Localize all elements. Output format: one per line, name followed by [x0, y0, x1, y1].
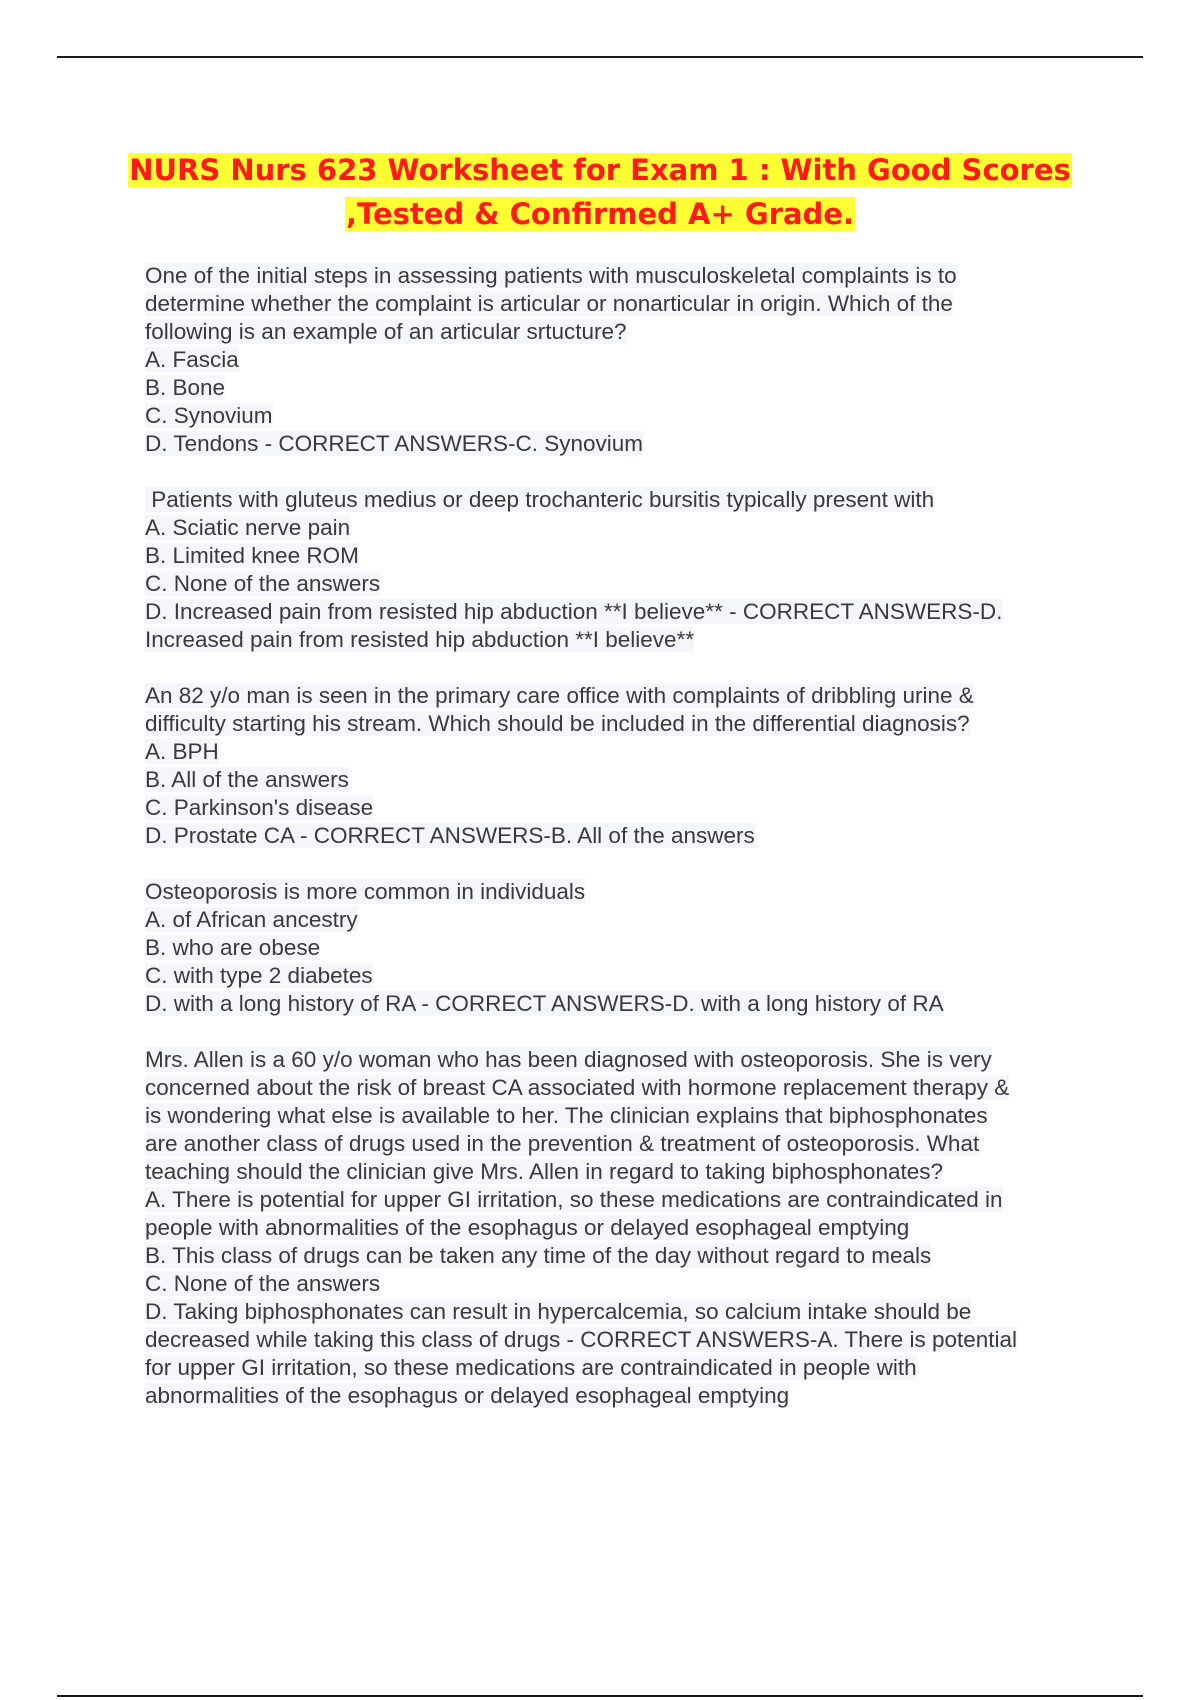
bottom-rule: [57, 1695, 1143, 1697]
question-2-option-d-answer: D. Increased pain from resisted hip abduction **I believe** - CORRECT ANSWERS-D.: [145, 599, 1003, 624]
question-5-option-c: C. None of the answers: [145, 1271, 381, 1296]
question-block-2: [145, 486, 1105, 654]
document-title: [60, 148, 1140, 236]
question-5-option-a: A. There is potential for upper GI irritation, so these medications are contraindicated in: [145, 1187, 1003, 1212]
question-5-answer-cont: abnormalities of the esophagus or delayed esophageal emptying: [145, 1383, 790, 1408]
question-1-option-c: C. Synovium: [145, 403, 273, 428]
top-rule: [57, 56, 1143, 58]
question-4-option-d-answer: D. with a long history of RA - CORRECT ANSWERS-D. with a long history of RA: [145, 991, 944, 1016]
question-3-option-c: C. Parkinson's disease: [145, 795, 374, 820]
title-line-2: ,Tested & Confirmed A+ Grade.: [346, 197, 854, 231]
question-3-line: difficulty starting his stream. Which should be included in the differential diagnosis?: [145, 711, 970, 736]
question-2-option-a: A. Sciatic nerve pain: [145, 515, 351, 540]
question-block-3: [145, 682, 1105, 850]
question-2-answer-cont: Increased pain from resisted hip abduction **I believe**: [145, 627, 695, 652]
question-5-line: Mrs. Allen is a 60 y/o woman who has been diagnosed with osteoporosis. She is very: [145, 1047, 992, 1072]
question-5-answer-cont: for upper GI irritation, so these medications are contraindicated in people with: [145, 1355, 917, 1380]
question-1-line: determine whether the complaint is articular or nonarticular in origin. Which of the: [145, 291, 953, 316]
question-4-option-a: A. of African ancestry: [145, 907, 358, 932]
question-4-line: Osteoporosis is more common in individuals: [145, 879, 586, 904]
question-2-line: Patients with gluteus medius or deep trochanteric bursitis typically present with: [145, 487, 935, 512]
question-5-line: is wondering what else is available to her. The clinician explains that biphosphonates: [145, 1103, 988, 1128]
question-2-option-b: B. Limited knee ROM: [145, 543, 359, 568]
question-4-option-b: B. who are obese: [145, 935, 321, 960]
question-1-option-d-answer: D. Tendons - CORRECT ANSWERS-C. Synovium: [145, 431, 644, 456]
question-block-1: [145, 262, 1105, 458]
question-list: [145, 262, 1105, 1438]
question-3-line: An 82 y/o man is seen in the primary care office with complaints of dribbling urine &: [145, 683, 974, 708]
question-2-option-c: C. None of the answers: [145, 571, 381, 596]
question-3-option-d-answer: D. Prostate CA - CORRECT ANSWERS-B. All of the answers: [145, 823, 755, 848]
question-block-5: [145, 1046, 1105, 1410]
question-5-line: concerned about the risk of breast CA associated with hormone replacement therapy &: [145, 1075, 1010, 1100]
question-3-option-b: B. All of the answers: [145, 767, 349, 792]
title-line-1: NURS Nurs 623 Worksheet for Exam 1 : With Good Scores: [129, 153, 1071, 187]
question-1-line: following is an example of an articular srtucture?: [145, 319, 627, 344]
question-5-option-d-answer: decreased while taking this class of drugs - CORRECT ANSWERS-A. There is potential: [145, 1327, 1018, 1352]
question-4-option-c: C. with type 2 diabetes: [145, 963, 373, 988]
question-block-4: [145, 878, 1105, 1018]
question-5-line: are another class of drugs used in the prevention & treatment of osteoporosis. What: [145, 1131, 980, 1156]
question-1-option-b: B. Bone: [145, 375, 226, 400]
question-1-line: One of the initial steps in assessing patients with musculoskeletal complaints is to: [145, 263, 957, 288]
question-3-option-a: A. BPH: [145, 739, 219, 764]
question-5-line: teaching should the clinician give Mrs. Allen in regard to taking biphosphonates?: [145, 1159, 944, 1184]
question-5-option-b: B. This class of drugs can be taken any time of the day without regard to meals: [145, 1243, 932, 1268]
question-5-option-d: D. Taking biphosphonates can result in hypercalcemia, so calcium intake should be: [145, 1299, 972, 1324]
question-1-option-a: A. Fascia: [145, 347, 239, 372]
question-5-option-a-cont: people with abnormalities of the esophagus or delayed esophageal emptying: [145, 1215, 910, 1240]
